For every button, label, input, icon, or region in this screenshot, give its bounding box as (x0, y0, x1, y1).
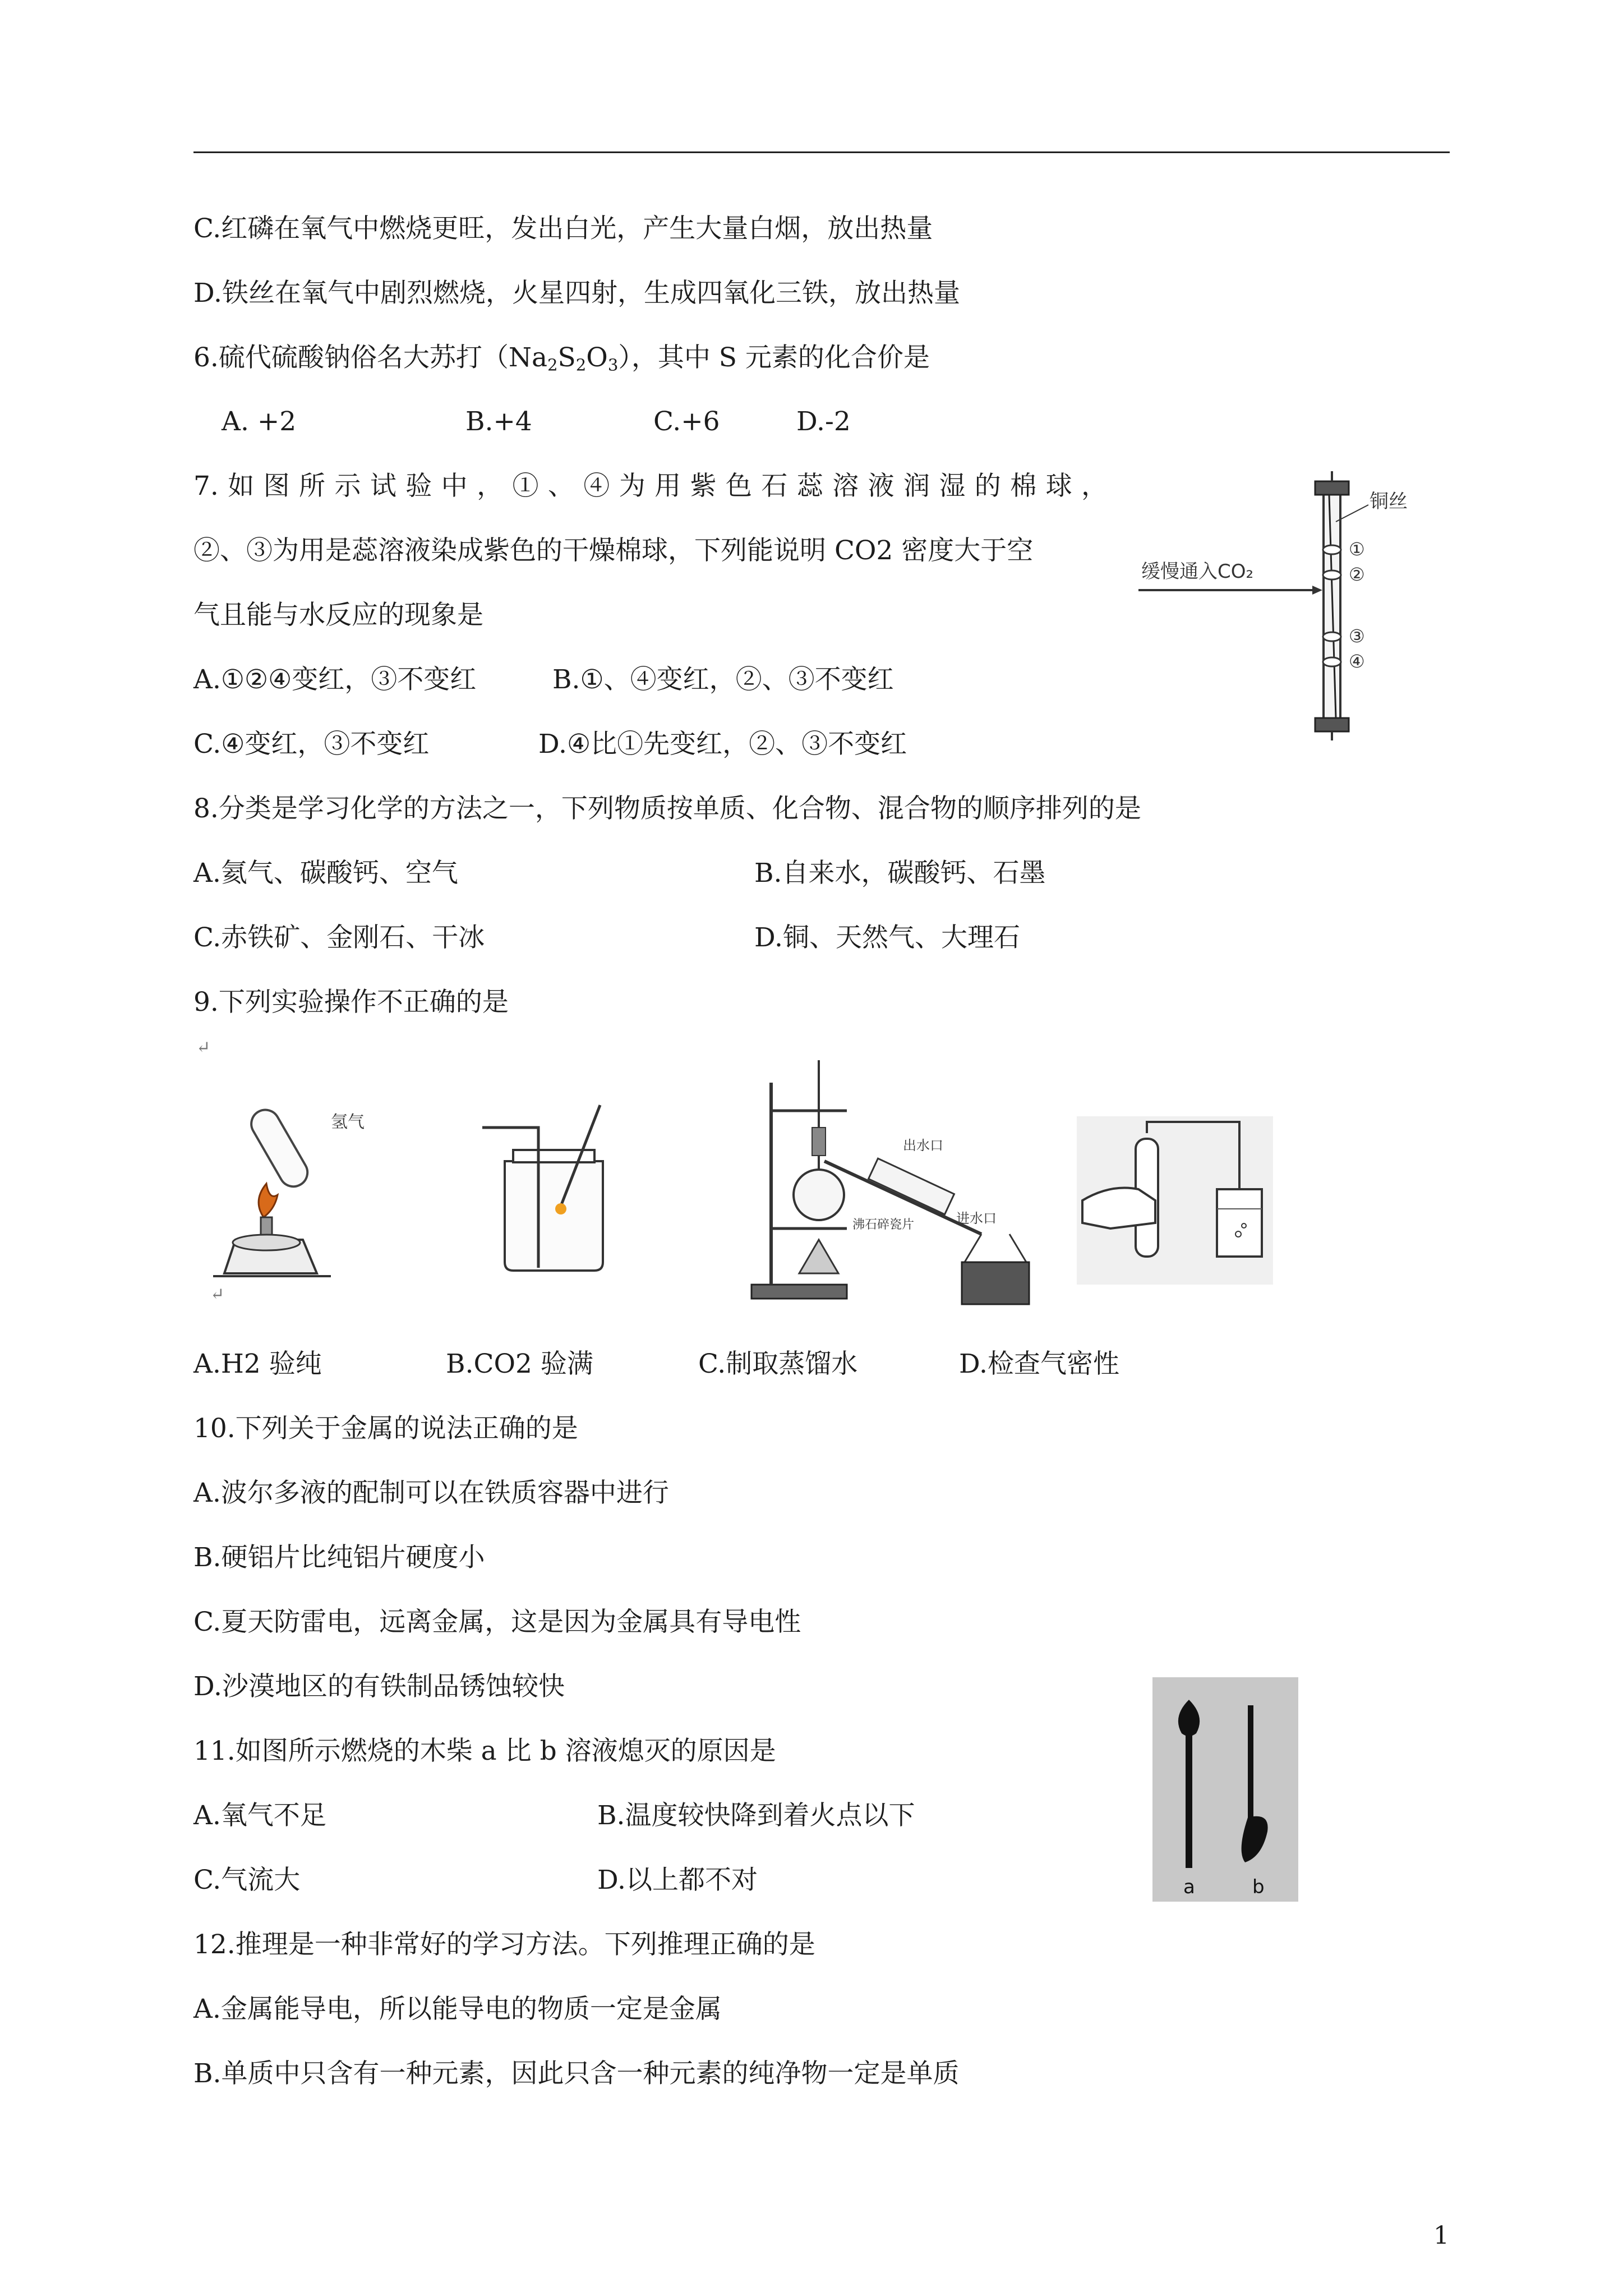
h2-purity-test-figure (202, 1094, 415, 1285)
q11-stem: 11.如图所示燃烧的木柴 a 比 b 溶液熄灭的原因是 (193, 1736, 776, 1766)
ball-3-marker: ③ (1349, 625, 1365, 647)
q12-option-b: B.单质中只含有一种元素，因此只含一种元素的纯净物一定是单质 (193, 2058, 960, 2089)
q10-option-b: B.硬铝片比纯铝片硬度小 (193, 1542, 485, 1573)
water-inlet-label: 进水口 (956, 1211, 997, 1226)
q11-option-a: A.氧气不足 (193, 1800, 326, 1831)
q11-option-c: C.气流大 (193, 1865, 301, 1895)
paragraph-mark: ↵ (196, 1038, 211, 1057)
q7-stem-line1: 7.如图所示试验中，①、④为用紫色石蕊溶液润湿的棉球， (193, 471, 1108, 501)
q9-stem: 9.下列实验操作不正确的是 (193, 987, 509, 1018)
match-b-label: b (1252, 1876, 1265, 1898)
q10-option-d: D.沙漠地区的有铁制品锈蚀较快 (193, 1671, 565, 1702)
ball-4-marker: ④ (1349, 651, 1365, 672)
q10-option-a: A.波尔多液的配制可以在铁质容器中进行 (193, 1478, 669, 1508)
q9-option-d: D.检查气密性 (959, 1349, 1119, 1379)
q7-option-b: B.①、④变红，②、③不变红 (552, 664, 894, 695)
q6-option-b: B.+4 (465, 406, 532, 437)
q8-option-a: A.氦气、碳酸钙、空气 (193, 858, 458, 889)
q8-option-d: D.铜、天然气、大理石 (754, 922, 1020, 953)
airtightness-check-figure (1077, 1116, 1273, 1285)
q11-option-b: B.温度较快降到着火点以下 (597, 1800, 915, 1831)
q11-option-d: D.以上都不对 (597, 1865, 758, 1895)
q7-option-d: D.④比①先变红，②、③不变红 (538, 729, 907, 760)
co2-full-check-figure (482, 1094, 628, 1279)
q8-option-b: B.自来水，碳酸钙、石墨 (754, 858, 1046, 889)
q6-option-a: A. +2 (222, 406, 297, 437)
ball-2-marker: ② (1349, 564, 1365, 585)
match-a-label: a (1183, 1876, 1195, 1898)
header-rule (193, 151, 1450, 153)
q6-option-d: D.-2 (796, 406, 851, 437)
paragraph-mark: ↵ (210, 1285, 225, 1304)
q9-option-a: A.H2 验纯 (193, 1349, 322, 1379)
q7-co2-tube-diagram (1127, 471, 1458, 740)
q7-option-a: A.①②④变红，③不变红 (193, 664, 477, 695)
q5-option-c: C.红磷在氧气中燃烧更旺，发出白光，产生大量白烟，放出热量 (193, 213, 933, 244)
q7-stem-line3: 气且能与水反应的现象是 (193, 600, 483, 631)
q6-stem: 6.硫代硫酸钠俗名大苏打$(Na_2S_2O_3)$，其中 S 元素的化合价是 (193, 342, 930, 375)
burning-wood-figure (1152, 1677, 1298, 1902)
q7-option-c: C.④变红，③不变红 (193, 729, 430, 760)
q12-option-a: A.金属能导电，所以能导电的物质一定是金属 (193, 1994, 722, 2024)
boiling-chips-label: 沸石碎瓷片 (852, 1218, 915, 1232)
distillation-figure (735, 1049, 1071, 1307)
q9-option-c: C.制取蒸馏水 (698, 1349, 858, 1379)
q5-option-d: D.铁丝在氧气中剧烈燃烧，火星四射，生成四氧化三铁，放出热量 (193, 278, 960, 309)
q6-option-c: C.+6 (653, 406, 720, 437)
co2-inlet-label: 缓慢通入CO₂ (1141, 560, 1254, 583)
hydrogen-label: 氢气 (331, 1112, 365, 1132)
q12-stem: 12.推理是一种非常好的学习方法。下列推理正确的是 (193, 1929, 815, 1960)
q8-stem: 8.分类是学习化学的方法之一，下列物质按单质、化合物、混合物的顺序排列的是 (193, 793, 1141, 824)
q8-option-c: C.赤铁矿、金刚石、干冰 (193, 922, 485, 953)
water-outlet-label: 出水口 (903, 1138, 943, 1153)
q10-option-c: C.夏天防雷电，远离金属，这是因为金属具有导电性 (193, 1607, 801, 1637)
q10-stem: 10.下列关于金属的说法正确的是 (193, 1413, 578, 1444)
ball-1-marker: ① (1349, 539, 1365, 560)
q7-stem-line2: ②、③为用是蕊溶液染成紫色的干燥棉球，下列能说明 CO2 密度大于空 (193, 535, 1034, 566)
q9-option-b: B.CO2 验满 (446, 1349, 593, 1379)
copper-wire-label: 铜丝 (1370, 490, 1408, 513)
page-number: 1 (1433, 2221, 1449, 2250)
